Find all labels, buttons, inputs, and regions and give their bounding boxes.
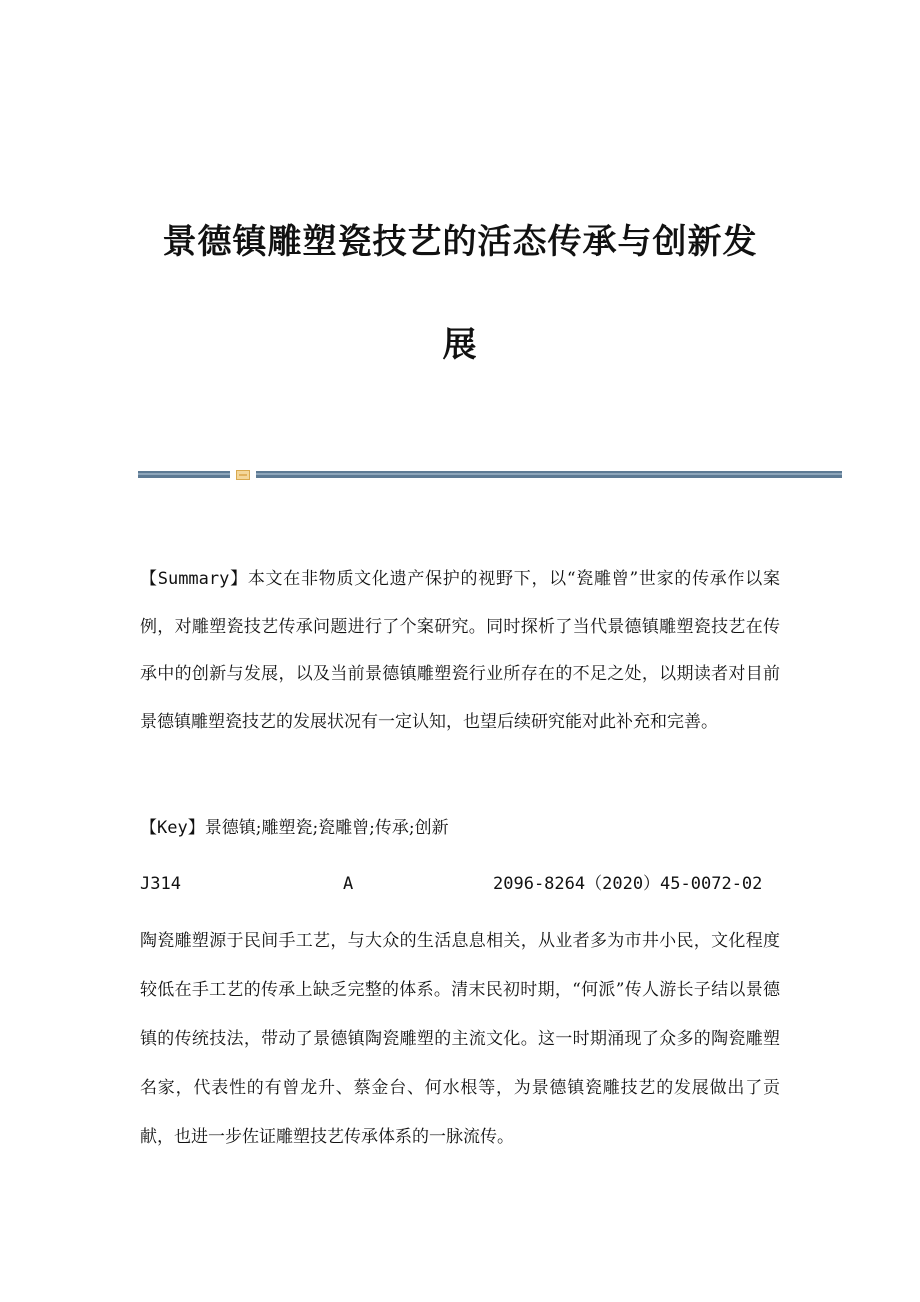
body-paragraph: 陶瓷雕塑源于民间手工艺，与大众的生活息息相关，从业者多为市井小民，文化程度较低在手工艺的传承上缺乏完整的体系。清末民初时期，“何派”传人游长子结以景德镇的传统技法，带动了景德镇陶瓷雕塑的主流文化。这一时期涌现了众多的陶瓷雕塑名家，代表性的有曾龙升、蔡金台、何水根等，为景德镇瓷雕技艺的发展做出了贡献，也进一步佐证雕塑技艺传承体系的一脉流传。 (140, 931, 780, 1147)
summary-text: 本文在非物质文化遗产保护的视野下，以“瓷雕曾”世家的传承作以案例，对雕塑瓷技艺传承问题进行了个案研究。同时探析了当代景德镇雕塑瓷技艺在传承中的创新与发展，以及当前景德镇雕塑瓷行业所存在的不足之处，以期读者对目前景德镇雕塑瓷技艺的发展状况有一定认知，也望后续研究能对此补充和完善。 (140, 569, 780, 732)
keywords-label: 【Key】 (140, 818, 205, 838)
keywords-line (140, 805, 449, 853)
title-divider (138, 470, 842, 480)
summary-label: 【Summary】 (140, 569, 248, 589)
document-code: A (343, 874, 354, 894)
divider-bar-left (138, 471, 230, 478)
page-title: 景德镇雕塑瓷技艺的活态传承与创新发 (162, 222, 758, 262)
summary-paragraph (140, 556, 780, 746)
divider-bar-right (256, 471, 842, 478)
article-id: 2096-8264（2020）45-0072-02 (493, 874, 763, 894)
keywords-text: 景德镇;雕塑瓷;瓷雕曾;传承;创新 (204, 818, 449, 838)
divider-ornament-icon (236, 470, 250, 480)
page-title-continued: 展 (442, 325, 478, 365)
clc-number: J314 (140, 874, 181, 894)
